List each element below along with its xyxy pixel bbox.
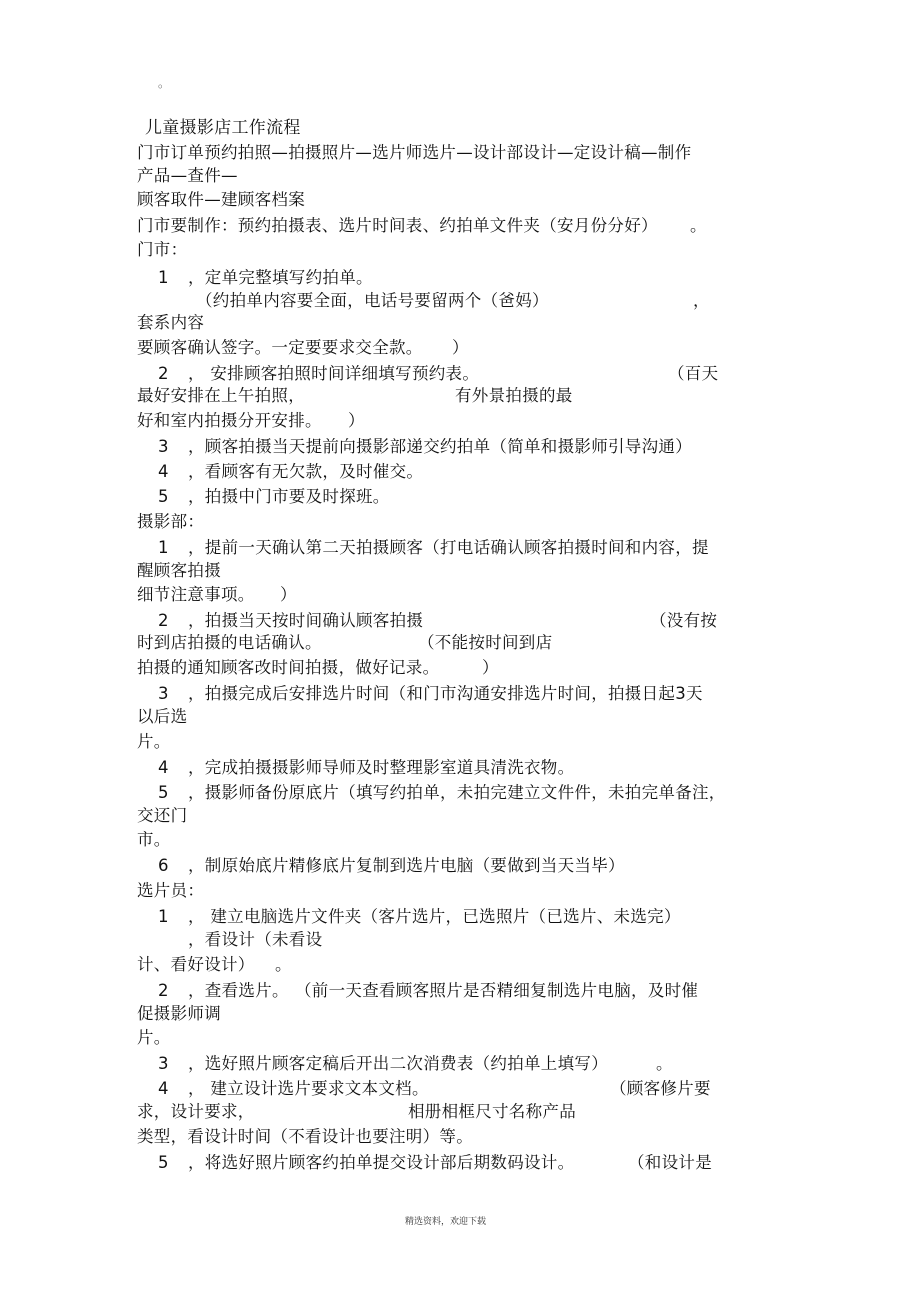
item-text: ， 安排顾客拍照时间详细填写预约表。 [188,364,480,383]
item-text: 以后选 [137,707,188,726]
item-text: 要顾客确认签字。一定要要求交全款。 [137,338,423,357]
intro-line: 。 [690,216,707,235]
item-number: 2 [158,981,169,1000]
item-text: 拍摄的通知顾客改时间拍摄，做好记录。 [137,658,440,677]
item-number: 3 [158,437,169,456]
intro-line: 门市要制作：预约拍摄表、选片时间表、约拍单文件夹（安月份分好） [137,216,658,235]
item-text: ，选好照片顾客定稿后开出二次消费表（约拍单上填写） [188,1054,608,1073]
item-number: 2 [158,611,169,630]
item-text: ， [693,291,710,310]
item-text: ） [348,411,365,430]
item-text: 类型，看设计时间（不看设计也要注明）等。 [137,1127,473,1146]
item-number: 4 [158,1079,169,1098]
section-heading-store: 门市： [137,240,188,259]
item-text: 细节注意事项。 [137,585,255,604]
item-text: 促摄影师调 [137,1004,221,1023]
item-number: 4 [158,462,169,481]
item-text: 。 [275,955,292,974]
item-number: 4 [158,758,169,777]
item-text: 交还门 [137,806,188,825]
item-text: （百天 [668,364,719,383]
item-text: 片。 [137,1028,171,1047]
document-title: 儿童摄影店工作流程 [145,118,301,138]
item-text: ，拍摄中门市要及时探班。 [188,487,390,506]
item-text: （前一天查看顾客照片是否精细复制选片电脑，及时催 [295,981,699,1000]
intro-line: 顾客取件—建顾客档案 [137,190,305,209]
item-number: 1 [158,907,169,926]
page-footer: 精选资料，欢迎下载 [405,1217,487,1227]
intro-line: 产品—查件— [137,166,238,185]
item-text: ） [452,338,469,357]
item-text: ，看顾客有无欠款，及时催交。 [188,462,424,481]
item-text: ，制原始底片精修底片复制到选片电脑（要做到当天当毕） [188,856,625,875]
item-text: （没有按 [650,611,718,630]
section-heading-select: 选片员： [137,881,205,900]
item-text: ，看设计（未看设 [188,930,323,949]
item-text: 套系内容 [137,313,205,332]
item-text: ， 建立电脑选片文件夹（客片选片，已选照片（已选片、未选完） [188,907,681,926]
item-text: 相册相框尺寸名称产品 [408,1102,576,1121]
item-text: ，摄影师备份原底片（填写约拍单，未拍完建立文件件，未拍完单备注， [188,783,726,802]
item-text: 醒顾客拍摄 [137,561,221,580]
intro-line: 门市订单预约拍照—拍摄照片—选片师选片—设计部设计—定设计稿—制作 [137,143,692,162]
item-text: 有外景拍摄的最 [455,386,573,405]
section-heading-photo: 摄影部： [137,512,205,531]
item-text: 市。 [137,830,171,849]
item-text: 片。 [137,732,171,751]
item-text: ） [280,585,297,604]
item-text: （顾客修片要 [610,1079,711,1098]
item-number: 2 [158,364,169,383]
item-text: （不能按时间到店 [418,633,553,652]
item-text: ，查看选片。 [188,981,289,1000]
item-text: 。 [656,1054,673,1073]
item-text: 求，设计要求， [137,1102,255,1121]
item-text: ，将选好照片顾客约拍单提交设计部后期数码设计。 [188,1153,575,1172]
item-number: 5 [158,487,169,506]
item-text: ，提前一天确认第二天拍摄顾客（打电话确认顾客拍摄时间和内容，提 [188,538,709,557]
item-text: 时到店拍摄的电话确认。 [137,633,322,652]
item-text: ，定单完整填写约拍单。 [188,268,373,287]
item-number: 3 [158,684,169,703]
item-number: 5 [158,1153,169,1172]
item-text: （和设计是 [628,1153,712,1172]
header-mark: 。 [158,76,171,90]
item-text: ） [482,658,499,677]
item-number: 6 [158,856,169,875]
item-text: 最好安排在上午拍照， [137,386,305,405]
item-text: ，拍摄完成后安排选片时间（和门市沟通安排选片时间，拍摄日起3天 [188,684,703,703]
item-text: ， 建立设计选片要求文本文档。 [188,1079,429,1098]
item-number: 1 [158,268,169,287]
item-text: （约拍单内容要全面，电话号要留两个（爸妈） [196,291,549,310]
item-text: 好和室内拍摄分开安排。 [137,411,322,430]
item-number: 3 [158,1054,169,1073]
item-text: ，拍摄当天按时间确认顾客拍摄 [188,611,424,630]
item-text: ，完成拍摄摄影师导师及时整理影室道具清洗衣物。 [188,758,575,777]
item-text: 计、看好设计） [137,955,255,974]
item-number: 5 [158,783,169,802]
item-number: 1 [158,538,169,557]
item-text: ，顾客拍摄当天提前向摄影部递交约拍单（简单和摄影师引导沟通） [188,437,692,456]
